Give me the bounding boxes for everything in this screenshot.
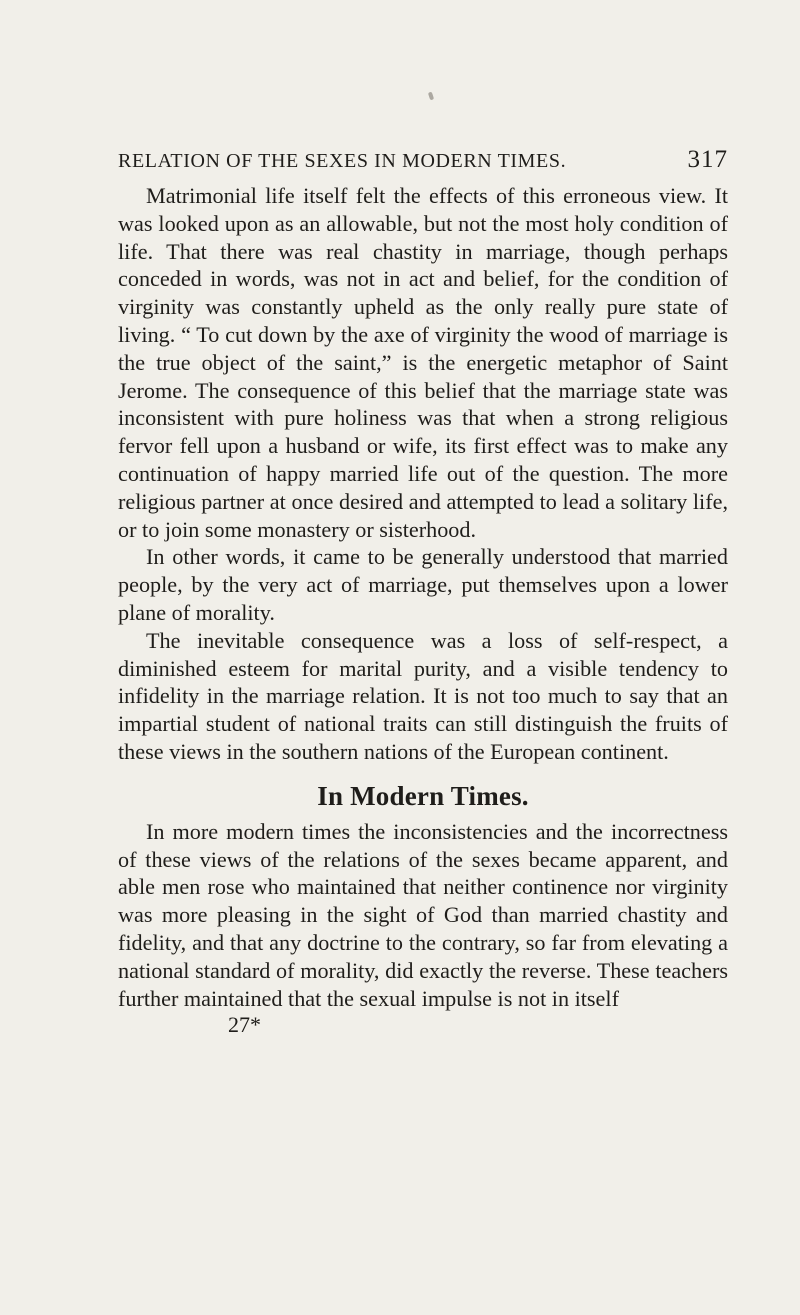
scan-speck	[428, 92, 434, 101]
running-head	[118, 146, 728, 180]
paragraph-1: Matrimonial life itself felt the effects of this erroneous view. It was looked upon as an allowable, but not the most holy condition of life. That there was real chastity in marriage, though perhaps conceded in words, was not in act and belief, for the condition of virginity was constantly upheld as the only really pure state of living. “ To cut down by the axe of virginity the wood of marriage is the true object of the saint,” is the energetic metaphor of Saint Jerome. The consequence of this belief that the marriage state was inconsistent with pure holiness was that when a strong religious fervor fell upon a husband or wife, its first effect was to make any continuation of happy married life out of the question. The more religious partner at once desired and attempted to lead a solitary life, or to join some monastery or sisterhood.	[118, 183, 728, 542]
paragraph-2: In other words, it came to be generally understood that married people, by the very act of marriage, put themselves upon a lower plane of morality.	[118, 544, 728, 625]
page-number: 317	[687, 146, 728, 173]
section-heading: In Modern Times.	[317, 780, 529, 811]
paragraph-3: The inevitable consequence was a loss of self-respect, a diminished esteem for marital purity, and a visible tendency to infidelity in the marriage relation. It is not too much to say that an impartial student of national traits can still distinguish the fruits of these views in the southern nations of the European continent.	[118, 627, 728, 764]
section-paragraph-1: In more modern times the inconsistencies and the incorrectness of these views of the relations of the sexes became apparent, and able men rose who maintained that neither continence nor virginity was more pleasing in the sight of God than married chastity and fidelity, and that any doctrine to the contrary, so far from elevating a national standard of morality, did exactly the reverse. These teachers further maintained that the sexual impulse is not in itself	[118, 818, 728, 1011]
running-title: RELATION OF THE SEXES IN MODERN TIMES.	[118, 150, 567, 172]
signature-mark: 27*	[228, 1012, 261, 1038]
body-text	[118, 182, 728, 1037]
